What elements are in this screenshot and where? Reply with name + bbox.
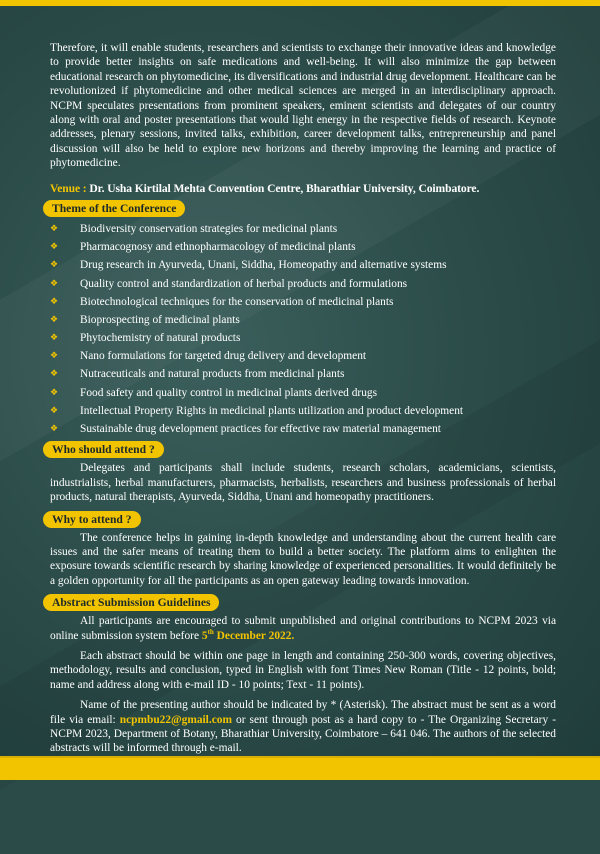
diamond-bullet-icon: ❖ [50, 242, 59, 253]
why-paragraph: The conference helps in gaining in-depth knowledge and understanding about the current health care issues and the safer means of treating them to build a better society. The platform aims to enlighten the exposure towards scientific research by sharing knowledge of experienced personalities. It would definitely be a golden opportunity for all the participants as an open gateway leading towards innovation. [50, 531, 556, 587]
theme-item-label: Drug research in Ayurveda, Unani, Siddha, Homeopathy and alternative systems [80, 259, 447, 272]
theme-item-label: Food safety and quality control in medicinal plants derived drugs [80, 386, 378, 399]
abstract-paragraph-format: Each abstract should be within one page in length and containing 250-300 words, covering objectives, methodology, results and conclusion, typed in English with font Times New Roman (Title - 12 points, bold; name and address along with e-mail ID - 10 points; Text - 11 points). [50, 649, 556, 691]
who-paragraph: Delegates and participants shall include students, research scholars, academicians, scientists, industrialists, herbal manufacturers, pharmacists, herbalists, researchers and business professionals of herbal products, natural therapists, Ayurveda, Siddha, Unani and homeopathy practitioners. [50, 462, 556, 504]
diamond-bullet-icon: ❖ [50, 351, 59, 362]
deadline-day-suffix: th [207, 627, 214, 636]
theme-list-item [50, 293, 556, 311]
venue-text: Dr. Usha Kirtilal Mehta Convention Centre, Bharathiar University, Coimbatore. [89, 181, 480, 195]
abstract-section [50, 594, 556, 756]
theme-list-item [50, 220, 556, 238]
diamond-bullet-icon: ❖ [50, 405, 59, 416]
abstract-paragraph-deadline [50, 614, 556, 643]
theme-item-label: Bioprospecting of medicinal plants [80, 313, 240, 326]
theme-list-item [50, 238, 556, 256]
why-section [50, 511, 556, 589]
theme-item-label: Nano formulations for targeted drug delivery and development [80, 350, 367, 363]
intro-paragraph: Therefore, it will enable students, researchers and scientists to exchange their innovative ideas and knowledge to provide better insights on safe medications and well-being. It will also minimize the gap between educational research on phytomedicine, its diversifications and industrial drug development. Healthcare can be revolutionized if phytomedicine and other medical sciences are merged in an interdisciplinary approach. NCPM speculates presentations from prominent speakers, eminent scientists and delegates of our country along with oral and poster presentations that would light energy in the respective fields of research. Keynote addresses, plenary sessions, invited talks, exhibition, career development talks, entrepreneurship and panel discussion will also be held to explore new horizons and thereby improving the learning and practice of phytomedicine. [50, 42, 556, 170]
deadline-text: All participants are encouraged to submit unpublished and original contributions to NCPM 2023 via online submission system before [50, 615, 556, 642]
theme-section [50, 200, 556, 438]
theme-list-item [50, 275, 556, 293]
theme-item-label: Nutraceuticals and natural products from medicinal plants [80, 368, 345, 381]
diamond-bullet-icon: ❖ [50, 369, 59, 380]
deadline-day: 5 [201, 629, 208, 642]
deadline-month-year: December 2022. [213, 629, 295, 642]
diamond-bullet-icon: ❖ [50, 223, 59, 234]
brochure-content [50, 41, 556, 756]
theme-list-item [50, 311, 556, 329]
venue-line [50, 182, 556, 196]
theme-list-item [50, 402, 556, 420]
contact-email-link[interactable]: ncpmbu22@gmail.com [119, 713, 232, 726]
theme-item-label: Pharmacognosy and ethnopharmacology of medicinal plants [80, 241, 356, 254]
theme-list-item [50, 329, 556, 347]
theme-item-label: Biodiversity conservation strategies for medicinal plants [80, 222, 338, 235]
why-heading: Why to attend ? [43, 511, 141, 528]
abstract-heading: Abstract Submission Guidelines [43, 594, 219, 611]
theme-item-label: Phytochemistry of natural products [80, 332, 241, 345]
theme-list-item [50, 384, 556, 402]
theme-item-label: Intellectual Property Rights in medicinal plants utilization and product development [80, 404, 464, 417]
diamond-bullet-icon: ❖ [50, 387, 59, 398]
theme-list-item [50, 420, 556, 438]
diamond-bullet-icon: ❖ [50, 260, 59, 271]
venue-label: Venue : [50, 181, 87, 195]
theme-item-label: Biotechnological techniques for the conservation of medicinal plants [80, 295, 394, 308]
deadline-date [201, 627, 295, 642]
theme-item-label: Quality control and standardization of herbal products and formulations [80, 277, 408, 290]
submission-address-text: or sent through post as a hard copy to - The Organizing Secretary - NCPM 2023, Department of Botany, Bharathiar University, Coimbatore – 641 046. The authors of the selected abstracts will be informed through e-mail. [50, 713, 557, 755]
theme-list-item [50, 347, 556, 365]
diamond-bullet-icon: ❖ [50, 333, 59, 344]
diamond-bullet-icon: ❖ [50, 424, 59, 435]
who-heading: Who should attend ? [43, 441, 164, 458]
diamond-bullet-icon: ❖ [50, 314, 59, 325]
theme-item-label: Sustainable drug development practices for effective raw material management [80, 423, 441, 436]
top-accent-bar [0, 0, 600, 6]
who-section [50, 441, 556, 504]
diamond-bullet-icon: ❖ [50, 296, 59, 307]
diamond-bullet-icon: ❖ [50, 278, 59, 289]
theme-list-item [50, 366, 556, 384]
theme-list [50, 220, 556, 438]
theme-list-item [50, 256, 556, 274]
bottom-accent-bar [0, 758, 600, 780]
abstract-paragraph-submission [50, 698, 556, 756]
theme-heading: Theme of the Conference [43, 200, 185, 217]
submission-text: Name of the presenting author should be indicated by * (Asterisk). The abstract must be sent as a word file via email: [50, 699, 556, 726]
